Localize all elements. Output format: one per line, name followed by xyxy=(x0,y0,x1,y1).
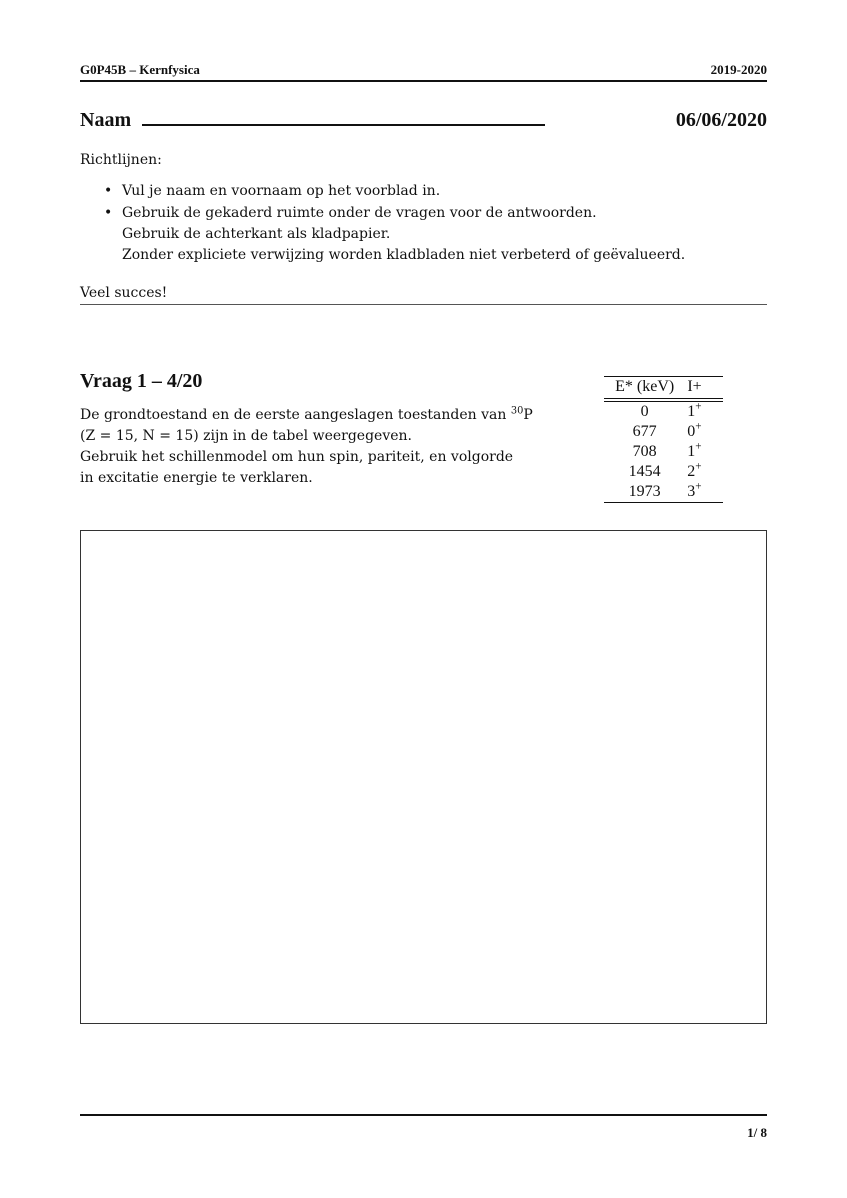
spin-value: 3 xyxy=(687,483,696,500)
table-row xyxy=(604,402,723,422)
name-label: Naam xyxy=(80,109,132,131)
isotope-symbol: P xyxy=(523,407,533,423)
guideline-line: Gebruik de achterkant als kladpapier. xyxy=(122,226,391,242)
guideline-item xyxy=(80,203,780,266)
table-header-row xyxy=(604,377,723,397)
table-header-rule xyxy=(604,398,723,399)
table-bottom-rule xyxy=(604,502,723,503)
spin-cell xyxy=(685,402,723,422)
table-row xyxy=(604,482,723,502)
question-line: in excitatie energie te verklaren. xyxy=(80,470,313,486)
header-rule xyxy=(80,80,767,82)
guidelines-list xyxy=(80,181,780,267)
guideline-line: Zonder expliciete verwijzing worden kladbladen niet verbeterd of geëvalueerd. xyxy=(122,247,686,263)
spin-value: 0 xyxy=(687,423,696,440)
name-field-line[interactable] xyxy=(142,124,545,126)
table-row xyxy=(604,422,723,442)
page-number: 1/ 8 xyxy=(747,1125,767,1140)
parity-value: + xyxy=(695,400,702,413)
spin-value: 1 xyxy=(687,443,696,460)
isotope-mass-number: 30 xyxy=(510,405,524,417)
parity-value: + xyxy=(695,420,702,433)
energy-cell: 0 xyxy=(640,403,649,420)
spin-cell xyxy=(685,482,723,502)
energy-cell: 1973 xyxy=(628,483,661,500)
energy-cell: 708 xyxy=(632,443,657,460)
energy-level-table xyxy=(604,376,723,503)
bullet-icon: • xyxy=(104,183,113,199)
parity-value: + xyxy=(695,460,702,473)
academic-year: 2019-2020 xyxy=(710,62,767,77)
question-title: Vraag 1 – 4/20 xyxy=(80,370,203,392)
parity-value: + xyxy=(695,480,702,493)
guidelines-title: Richtlijnen: xyxy=(80,152,162,168)
answer-box[interactable] xyxy=(80,530,767,1024)
guideline-line: Vul je naam en voornaam op het voorblad in. xyxy=(122,183,441,199)
course-code: G0P45B – Kernfysica xyxy=(80,62,200,77)
question-line-text: De grondtoestand en de eerste aangeslagen toestanden van xyxy=(80,407,511,423)
energy-column-header: E* (keV) xyxy=(615,378,675,395)
guideline-item xyxy=(80,181,780,202)
parity-value: + xyxy=(695,440,702,453)
question-line xyxy=(80,405,560,426)
guideline-line: Gebruik de gekaderd ruimte onder de vragen voor de antwoorden. xyxy=(122,205,597,221)
spin-cell xyxy=(685,442,723,462)
question-text xyxy=(80,405,560,489)
energy-cell: 1454 xyxy=(628,463,661,480)
spin-value: 2 xyxy=(687,463,696,480)
bullet-icon: • xyxy=(104,205,113,221)
good-luck-text: Veel succes! xyxy=(80,285,168,301)
guidelines-rule xyxy=(80,304,767,305)
exam-date: 06/06/2020 xyxy=(675,109,767,131)
footer-rule xyxy=(80,1114,767,1116)
spin-cell xyxy=(685,422,723,442)
question-line: Gebruik het schillenmodel om hun spin, pariteit, en volgorde xyxy=(80,449,514,465)
question-line: (Z = 15, N = 15) zijn in de tabel weergegeven. xyxy=(80,428,412,444)
table-row xyxy=(604,442,723,462)
spin-cell xyxy=(685,462,723,482)
spin-value: 1 xyxy=(687,403,696,420)
energy-cell: 677 xyxy=(632,423,657,440)
spin-column-header: I+ xyxy=(687,378,702,395)
table-row xyxy=(604,462,723,482)
